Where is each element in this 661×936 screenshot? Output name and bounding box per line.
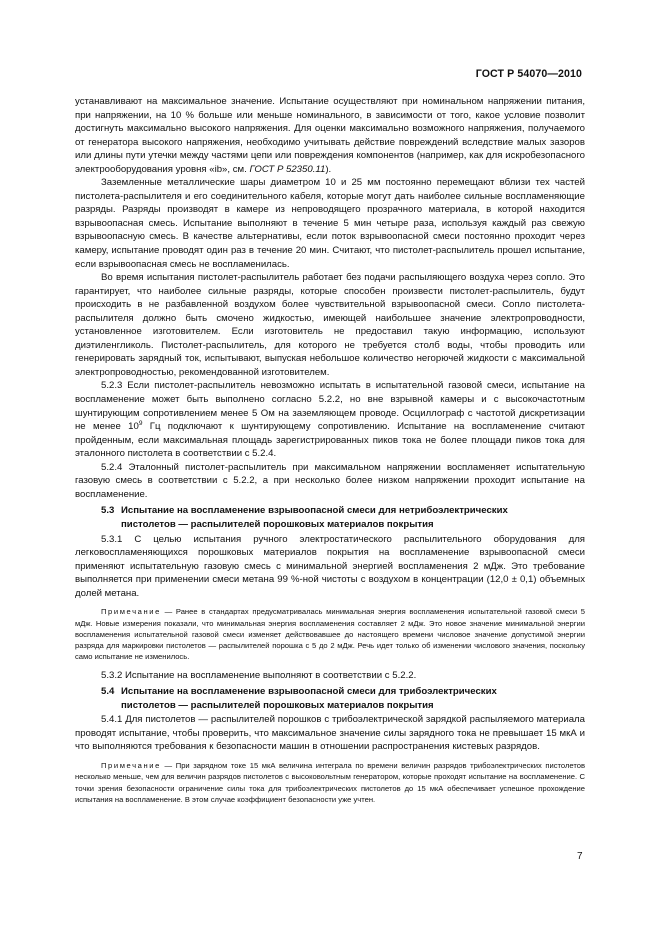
section-title-line2: пистолетов — распылителей порошковых материалов покрытия: [121, 699, 434, 711]
section-number: 5.3: [101, 505, 115, 517]
clause-5-2-4: 5.2.4 Эталонный пистолет-распылитель при максимальном напряжении воспламеняет испытательную газовую смесь в соответствии с 5.2.2, а при несколько более низком напряжении проходит испытание на воспламенение.: [75, 461, 585, 500]
note-label: Примечание: [101, 761, 161, 770]
clause-5-3-1: 5.3.1 С целью испытания ручного электростатического распылительного оборудования для легковоспламеняющихся порошковых материалов покрытия на воспламенение взрывоопасной смеси применяют испытательную газовую смесь с минимальной энергией воспламенения 2 мДж. Это требование выполняется при применении смеси метана 99 %-ной чистоты с воздухом в концентрации (12,0 ± 0,1) объемных долей метана.: [75, 533, 585, 599]
section-heading-5-4: [75, 685, 585, 712]
note-text: — Ранее в стандартах предусматривалась минимальная энергия воспламенения испытательной газовой смеси 5 мДж. Новые измерения показали, что минимальная энергия воспламенения составляет 2 мДж. Это новое значение минимальной энергии воспламенения испытательной газовой смеси изменяет действовавшее до настоящего времени числовое значение допустимой энергии разряда для маркировки пистолетов — распылителей порошка с 5 до 2 мДж. Речь идет только об изменении числового значения, поскольку само испытание не изменилось.: [75, 607, 585, 662]
paragraph-intro: [75, 95, 585, 176]
page-number: 7: [577, 851, 583, 862]
standard-number: ГОСТ Р 54070—2010: [475, 68, 582, 80]
note-charging-current: [75, 760, 585, 805]
clause-5-2-3: [75, 379, 585, 460]
clause-text-continued: Гц подключают к шунтирующему сопротивлению. Испытание на воспламенение считают пройденным, если максимальная площадь зарегистрированных пиков тока не более площади пиков тока для эталонного пистолета в соответствии с 5.2.4.: [75, 421, 585, 460]
note-ignition-energy: [75, 606, 585, 662]
paragraph-during-test: Во время испытания пистолет-распылитель работает без подачи распыляющего воздуха через сопло. Это гарантирует, что наиболее сильные разряды, которые способен произвести пистолет-распылитель, будут происходить в не разбавленной воздухом более чувствительной взрывоопасной смеси. Сопло пистолета-распылителя должно быть смочено жидкостью, имеющей наибольшее значение электропроводности, установленное изготовителем. Если изготовитель не предоставил такую информацию, используют диэтиленгликоль. Пистолет-распылитель, для которого не требуется столб воды, чтобы проводить или генерировать зарядный ток, испытывают, выпуская небольшое количество негорючей жидкости с максимальной электропроводностью, рекомендованной изготовителем.: [75, 272, 585, 378]
clause-5-4-1: 5.4.1 Для пистолетов — распылителей порошков с трибоэлектрической зарядкой распыляемого материала проводят испытание, чтобы проверить, что максимальное значение силы зарядного тока не превышает 15 мкА и что выполняются требования к безопасности машин в отношении распространения кистевых разрядов.: [75, 714, 585, 753]
page-body: [75, 95, 585, 811]
standard-reference: ГОСТ Р 52350.11: [249, 163, 326, 175]
note-text: — При зарядном токе 15 мкА величина интеграла по времени величин разрядов трибоэлектрических пистолетов несколько меньше, чем для величин разрядов пистолетов с высоковольтным генератором, которые проходят испытание на воспламенение. С точки зрения безопасности ограничение силы тока для трибоэлектрических пистолетов до 15 мкА обеспечивает успешное прохождение испытания на воспламенение. В этом случае коэффициент безопасности уже учтен.: [75, 761, 585, 804]
note-label: Примечание: [101, 607, 161, 617]
section-title-line1: Испытание на воспламенение взрывоопасной смеси для нетрибоэлектрических: [121, 505, 508, 517]
exponent: 9: [138, 420, 143, 428]
clause-text: 5.2.3 Если пистолет-распылитель невозможно испытать в испытательной газовой смеси, испытание на воспламенение может быть выполнено согласно 5.2.2, но вне взрывной камеры и с высокочастотным шунтирующим сопротивлением менее 5 Ом на заземляющем проводе. Осциллограф с частотой дискретизации не менее 10: [75, 380, 585, 433]
section-number: 5.4: [101, 686, 115, 698]
paragraph-text-end: ).: [325, 163, 332, 175]
clause-5-3-2: 5.3.2 Испытание на воспламенение выполняют в соответствии с 5.2.2.: [101, 669, 417, 681]
section-heading-5-3: [75, 504, 585, 531]
paragraph-text: устанавливают на максимальное значение. Испытание осуществляют при номинальном напряжении питания, при напряжении, на 10 % больше или меньше номинального, в зависимости от того, какое условие позволит достигнуть максимально высокого напряжения. Для оценки максимально возможного напряжения, получаемого от генератора высокого напряжения, необходимо учитывать действие повреждений вследствие малых зазоров или длины пути утечки между частями цепи или повреждения компонентов (например, как для искробезопасного электрооборудования уровня «ib», см.: [75, 96, 585, 175]
section-title-line2: пистолетов — распылителей порошковых материалов покрытия: [121, 518, 434, 530]
section-title-line1: Испытание на воспламенение взрывоопасной смеси для трибоэлектрических: [121, 686, 497, 698]
paragraph-grounded-spheres: Заземленные металлические шары диаметром 10 и 25 мм постоянно перемещают вблизи тех частей пистолета-распылителя и его соединительного кабеля, которые могут дать наиболее сильные воспламеняющие разряды. Разряды производят в камере из непроводящего прозрачного материала, в которой находится взрывоопасная смесь. Испытание выполняют в течение 5 мин четыре раза, используя каждый раз свежую взрывоопасную смесь. В качестве альтернативы, если поток взрывоопасной смеси постоянно проходит через камеру, испытание проводят один раз в течение 20 мин. Считают, что пистолет-распылитель прошел испытание, если взрывоопасная смесь не воспламенилась.: [75, 177, 585, 270]
